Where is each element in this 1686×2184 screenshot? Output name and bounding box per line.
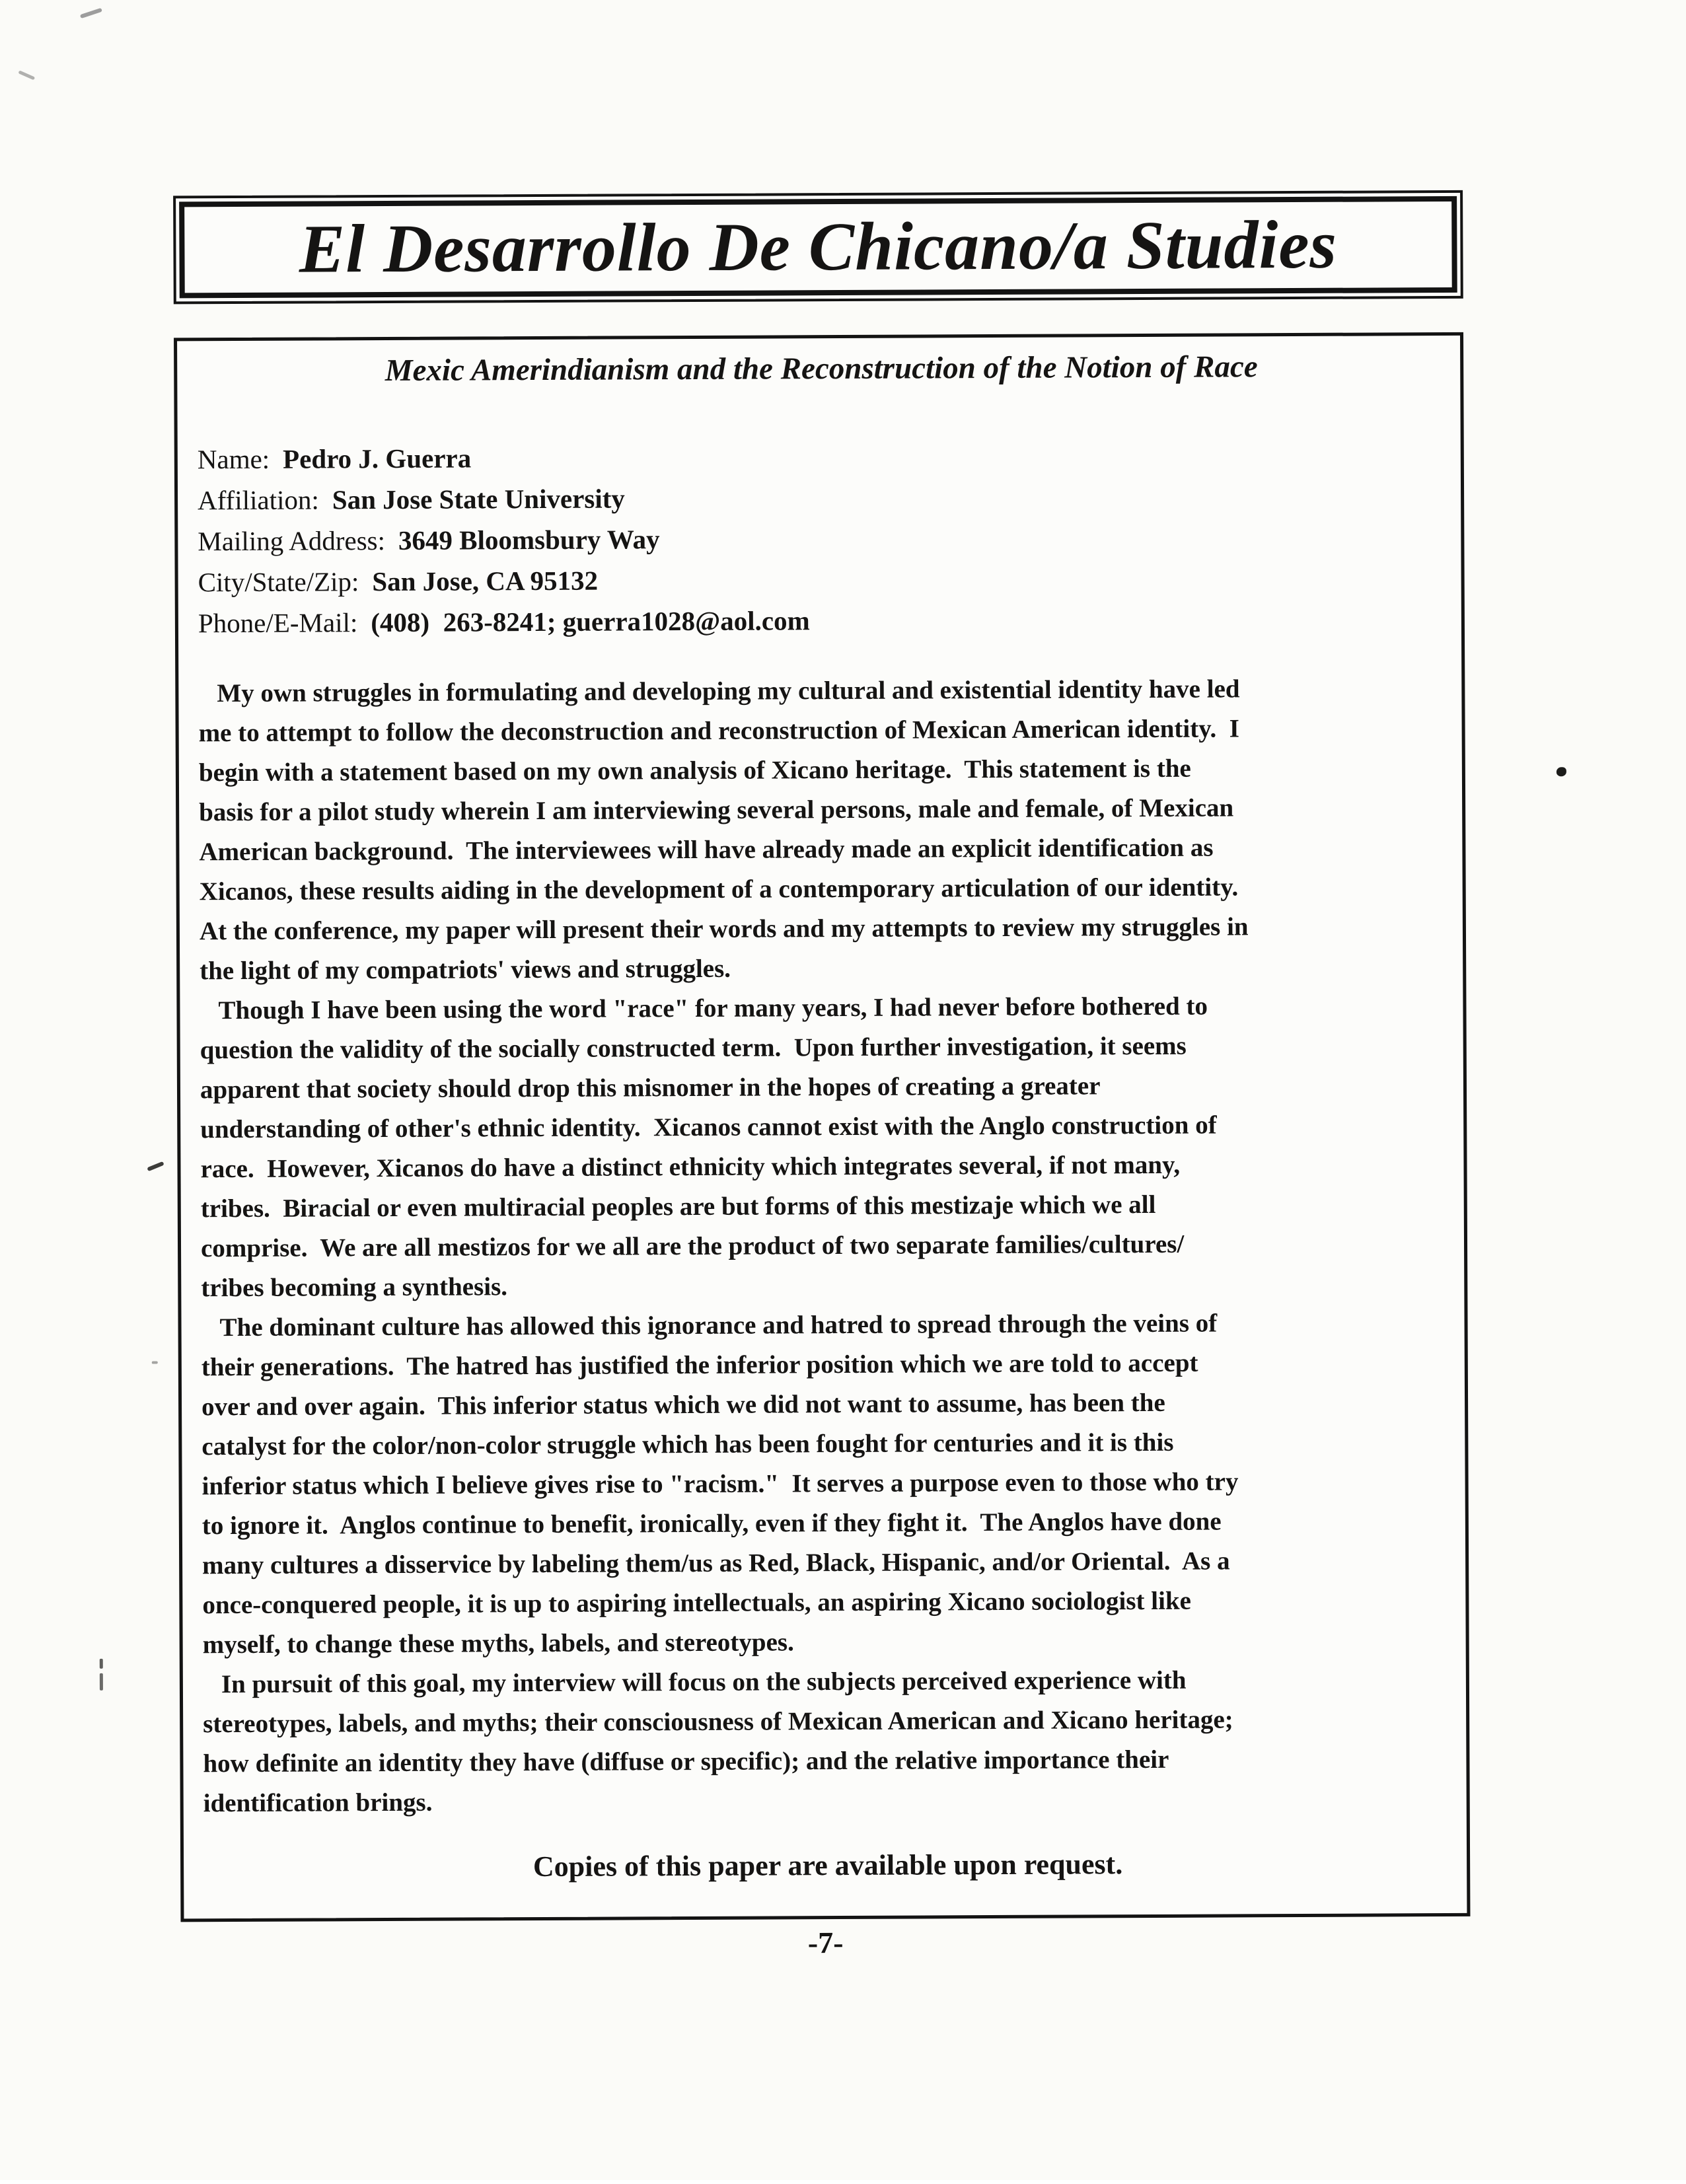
contact-value: San Jose, CA 95132 <box>372 565 599 597</box>
contact-label: Mailing Address: <box>198 525 386 557</box>
contact-label: Phone/E-Mail: <box>198 607 358 639</box>
abstract-paragraph: My own struggles in formulating and developing my cultural and existential identity have led me to attempt to follow the deconstruction and reconstruction of Mexican American identity. I begin with a statement based on my own analysis of Xicano heritage. This statement is the basis for a pilot study wherein I am interviewing several persons, male and female, of Mexican American background. The interviewees will have already made an explicit identification as Xicanos, these results aiding in the development of a contemporary articulation of our identity. At the conference, my paper will present their words and my attempts to review my struggles in the light of my compatriots' views and struggles. <box>198 674 1249 986</box>
scan-speck <box>152 1362 158 1364</box>
contact-row-name <box>198 433 1446 480</box>
abstract-paragraph: In pursuit of this goal, my interview will focus on the subjects perceived experience with stereotypes, labels, and myths; their consciousness of Mexican American and Xicano heritage; how definite an identity they have (diffuse or specific); and the relative importance their identification brings. <box>203 1665 1233 1818</box>
page-number: -7- <box>807 1926 844 1960</box>
abstract-box <box>174 332 1470 1922</box>
scan-speck <box>1557 767 1566 776</box>
contact-value: (408) 263-8241; guerra1028@aol.com <box>371 605 810 638</box>
abstract-paragraph: Though I have been using the word "race" for many years, I had never before bothered to question the validity of the socially constructed term. Upon further investigation, it seems apparent that society should drop this misnomer in the hopes of creating a greater understanding of other's ethnic identity. Xicanos cannot exist with the Anglo construction of race. However, Xicanos do have a distinct ethnicity which integrates several, if not many, tribes. Biracial or even multiracial peoples are but forms of this mestizaje which we all comprise. We are all mestizos for we all are the product of two separate families/cultures/ tribes becoming a synthesis. <box>200 992 1217 1303</box>
contact-value: 3649 Bloomsbury Way <box>398 524 660 556</box>
title-banner-frame <box>173 190 1463 305</box>
contact-row-affiliation <box>198 474 1446 521</box>
scan-speck <box>80 8 102 18</box>
abstract-paragraph: The dominant culture has allowed this ignorance and hatred to spread through the veins of their generations. The hatred has justified the inferior position which we are told to accept over and over again. This inferior status which we did not want to assume, has been the catalyst for the color/non-color struggle which has been fought for centuries and it is this inferior status which I believe gives rise to "racism." It serves a purpose even to those who try to ignore it. Anglos continue to benefit, ironically, even if they fight it. The Anglos have done many cultures a disservice by labeling them/us as Red, Black, Hispanic, and/or Oriental. As a once-conquered people, it is up to aspiring intellectuals, an aspiring Xicano sociologist like myself, to change these myths, labels, and stereotypes. <box>201 1309 1239 1659</box>
scan-speck <box>147 1161 164 1171</box>
contact-row-mailing-address <box>198 515 1446 562</box>
contact-row-phone-email <box>198 597 1447 643</box>
contact-label: Affiliation: <box>197 484 319 516</box>
page-title: El Desarrollo De Chicano/a Studies <box>299 206 1338 287</box>
abstract-title: Mexic Amerindianism and the Reconstruction of the Notion of Race <box>385 349 1258 388</box>
contact-value: Pedro J. Guerra <box>283 443 472 474</box>
contact-row-city-state-zip <box>198 556 1447 602</box>
scan-speck <box>100 1659 103 1669</box>
contact-block <box>198 433 1447 643</box>
title-banner-inner-rule <box>179 196 1457 298</box>
abstract-body <box>198 669 1452 1823</box>
contact-label: Name: <box>197 443 270 475</box>
scan-speck <box>18 70 35 80</box>
contact-value: San Jose State University <box>332 483 625 515</box>
scan-speck <box>100 1673 103 1691</box>
availability-note: Copies of this paper are available upon request. <box>532 1848 1123 1883</box>
contact-label: City/State/Zip: <box>198 566 359 598</box>
